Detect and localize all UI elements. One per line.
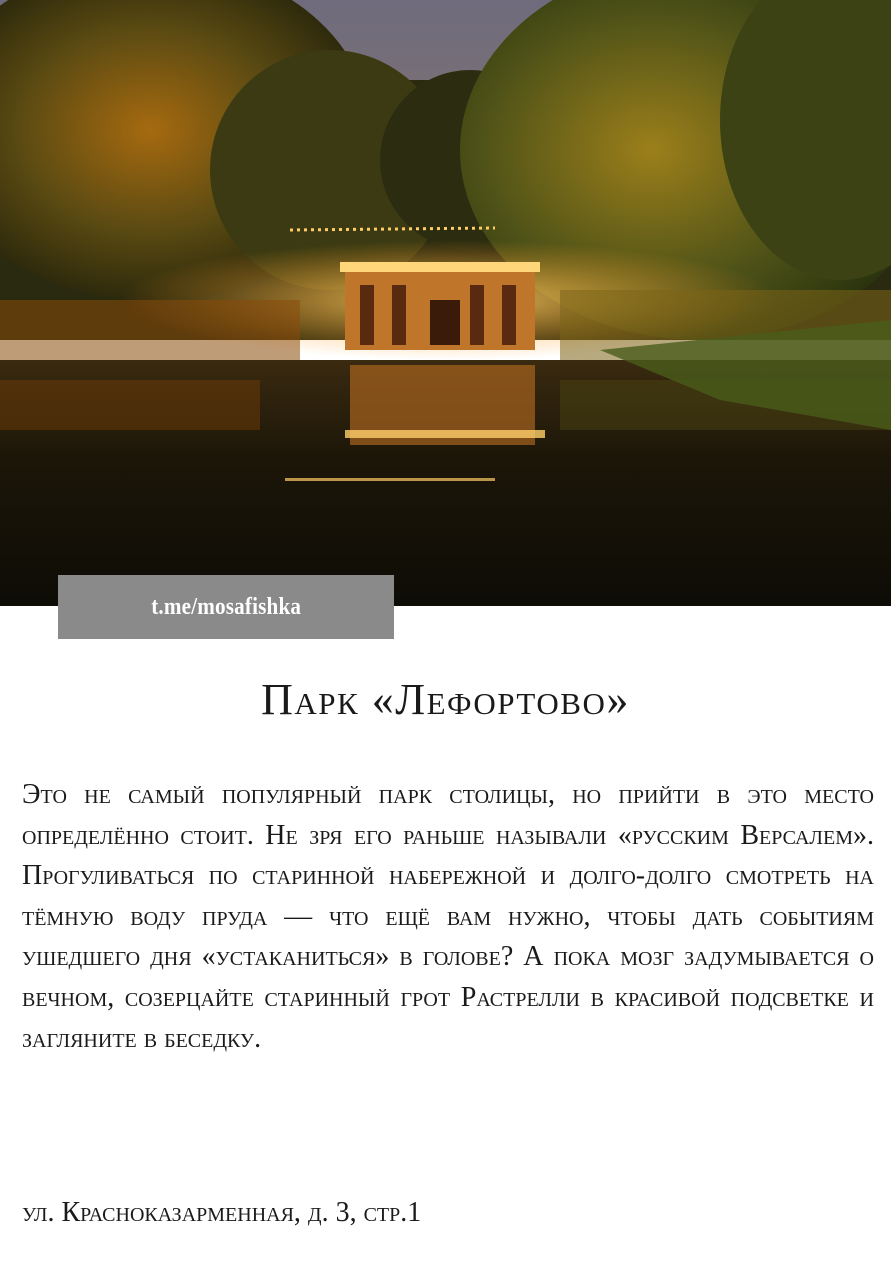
park-photo [0, 0, 891, 606]
page-title: Парк «Лефортово» [261, 675, 630, 724]
watermark-badge [58, 575, 394, 639]
address-text: ул. Красноказарменная, д. 3, стр.1 [22, 1197, 422, 1228]
watermark-text: t.me/mosafishka [151, 593, 301, 620]
article-body: Это не самый популярный парк столицы, но прийти в это место определённо стоит. Не зря его раньше называли «русским Версалем». Прогуливаться по старинной набережной и долго-долго смотреть на тёмную воду пруда — что ещё вам нужно, чтобы дать событиям ушедшего дня «устаканиться» в голове? А пока мозг задумывается о вечном, созерцайте старинный грот Растрелли в красивой подсветке и загляните в беседку. [22, 779, 874, 1054]
night-park-image [0, 0, 891, 606]
